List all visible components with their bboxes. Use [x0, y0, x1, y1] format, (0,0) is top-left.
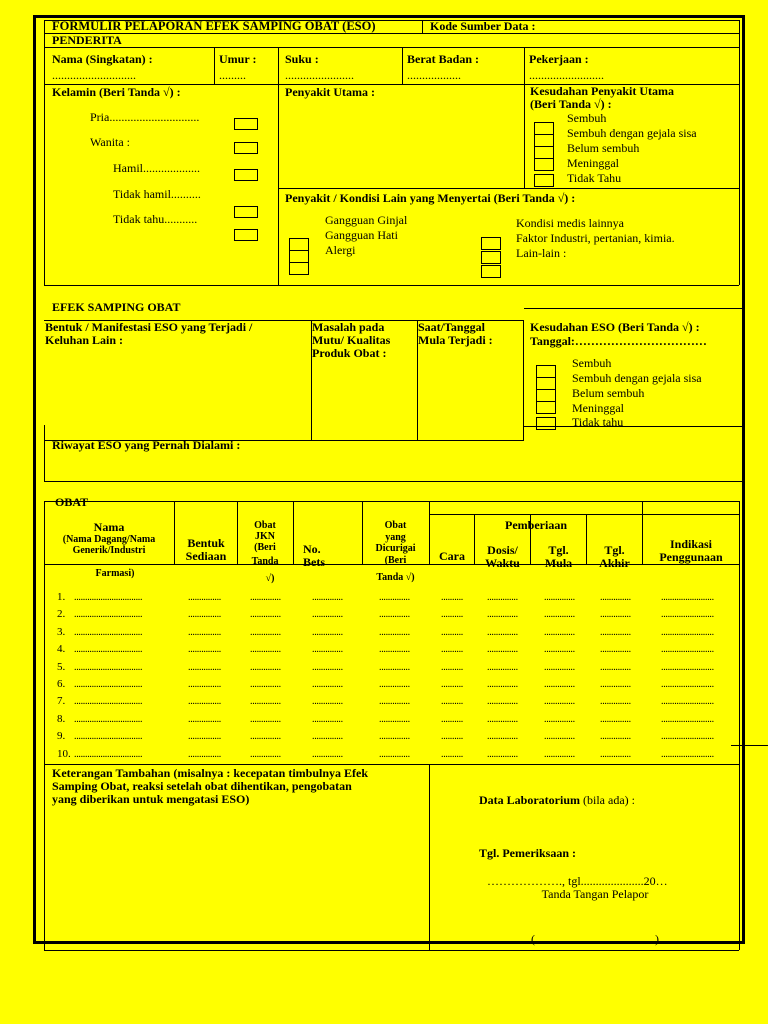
start-date-field[interactable]: ..............	[544, 748, 575, 760]
dose-field[interactable]: ..............	[487, 592, 518, 603]
drug-name-field[interactable]: ...............................	[74, 644, 143, 656]
route-field[interactable]: ..........	[441, 626, 464, 638]
other-condition-item: Kondisi medis lainnya	[516, 216, 624, 230]
jkn-field[interactable]: ..............	[250, 644, 281, 656]
route-field[interactable]: ..........	[441, 592, 464, 603]
lab-data-bold: Data Laboratorium	[479, 793, 580, 807]
row-number: 10.	[57, 747, 71, 760]
end-date-header-2: Akhir	[599, 556, 630, 570]
dose-field[interactable]: ..............	[487, 696, 518, 708]
indication-header-2: Penggunaan	[659, 550, 723, 564]
dose-field[interactable]: ..............	[487, 748, 518, 760]
indication-field[interactable]: ........................	[661, 679, 714, 690]
row-number: 5.	[57, 660, 66, 673]
end-date-header: Tgl.	[604, 543, 625, 557]
jkn-field[interactable]: ..............	[250, 609, 281, 621]
start-date-field[interactable]: ..............	[544, 679, 575, 690]
suspected-header: Obat	[384, 520, 407, 531]
route-field[interactable]: ..........	[441, 731, 464, 743]
other-condition-item: Lain-lain :	[516, 246, 567, 260]
batch-field[interactable]: ..............	[312, 661, 343, 673]
start-date-field[interactable]: ..............	[544, 661, 575, 673]
dose-field[interactable]: ..............	[487, 661, 518, 673]
drug-name-header-2: (Nama Dagang/Nama	[62, 534, 156, 545]
end-date-field[interactable]: ..............	[600, 626, 631, 638]
indication-header: Indikasi	[669, 537, 713, 551]
start-date-header: Tgl.	[548, 543, 569, 557]
batch-field[interactable]: ..............	[312, 696, 343, 708]
route-field[interactable]: ..........	[441, 679, 464, 690]
eso-outcome-option: Sembuh dengan gejala sisa	[572, 371, 702, 385]
start-date-field[interactable]: ..............	[544, 626, 575, 638]
indication-field[interactable]: ........................	[661, 661, 714, 673]
row-number: 3.	[57, 625, 66, 638]
indication-field[interactable]: ........................	[661, 731, 714, 743]
end-date-field[interactable]: ..............	[600, 748, 631, 760]
dosage-form-field[interactable]: ...............	[188, 731, 222, 743]
suspected-header-5: Tanda √)	[376, 572, 415, 583]
drug-name-field[interactable]: ...............................	[74, 661, 143, 673]
eso-outcome-label: Kesudahan ESO (Beri Tanda √) :	[530, 320, 700, 334]
age-field[interactable]: .........	[219, 68, 246, 82]
other-condition-item: Gangguan Ginjal	[325, 213, 408, 227]
eso-outcome-checkbox[interactable]	[536, 417, 556, 430]
weight-label: Berat Badan :	[407, 52, 479, 66]
dose-header-2: Waktu	[485, 556, 520, 570]
batch-header-2: Bets	[303, 555, 325, 569]
end-date-field[interactable]: ..............	[600, 644, 631, 656]
signature-label: Tanda Tangan Pelapor	[541, 887, 649, 901]
indication-field[interactable]: ........................	[661, 713, 714, 725]
drug-name-field[interactable]: ...............................	[74, 731, 143, 743]
recovery-label-2: (Beri Tanda √) :	[530, 97, 612, 111]
onset-date-label: Saat/Tanggal	[418, 320, 485, 334]
female-checkbox[interactable]	[234, 142, 258, 154]
suspected-field[interactable]: ..............	[379, 731, 410, 743]
other-condition-checkbox[interactable]	[289, 262, 309, 275]
notes-label: Keterangan Tambahan (misalnya : kecepatan timbulnya Efek	[52, 766, 369, 780]
dosage-form-field[interactable]: ...............	[188, 644, 222, 656]
quality-label-3: Produk Obat :	[312, 346, 387, 360]
other-condition-item: Alergi	[325, 243, 356, 257]
suspected-field[interactable]: ..............	[379, 748, 410, 760]
recovery-option: Sembuh dengan gejala sisa	[567, 126, 697, 140]
drug-name-field[interactable]: ...............................	[74, 713, 143, 725]
jkn-field[interactable]: ..............	[250, 626, 281, 638]
job-field[interactable]: .........................	[529, 68, 604, 82]
suspected-header-4: (Beri	[384, 555, 407, 566]
drug-name-field[interactable]: ...............................	[74, 748, 143, 760]
ethnic-field[interactable]: .......................	[285, 68, 354, 82]
suspected-field[interactable]: ..............	[379, 661, 410, 673]
quality-label: Masalah pada	[312, 320, 385, 334]
route-field[interactable]: ..........	[441, 609, 464, 621]
jkn-field[interactable]: ..............	[250, 731, 281, 743]
dosage-form-field[interactable]: ...............	[188, 696, 222, 708]
dosage-form-field[interactable]: ...............	[188, 713, 222, 725]
weight-field[interactable]: ..................	[407, 68, 461, 82]
drug-name-header-4: Farmasi)	[95, 568, 135, 579]
not-pregnant-checkbox[interactable]	[234, 206, 258, 218]
dose-field[interactable]: ..............	[487, 679, 518, 690]
main-disease-label: Penyakit Utama :	[285, 85, 375, 99]
unknown-checkbox[interactable]	[234, 229, 258, 241]
administration-header: Pemberiaan	[505, 518, 567, 532]
recovery-label: Kesudahan Penyakit Utama	[530, 84, 675, 98]
notes-label-3: yang diberikan untuk mengatasi ESO)	[52, 792, 250, 806]
end-date-field[interactable]: ..............	[600, 679, 631, 690]
exam-date-label: Tgl. Pemeriksaan :	[479, 846, 576, 860]
row-number: 4.	[57, 643, 66, 656]
jkn-field[interactable]: ..............	[250, 696, 281, 708]
start-date-field[interactable]: ..............	[544, 609, 575, 621]
start-date-header-2: Mula	[544, 556, 573, 570]
jkn-header-3: (Beri	[254, 542, 276, 553]
row-number: 7.	[57, 695, 66, 708]
dosage-form-header-2: Sediaan	[185, 549, 227, 563]
patient-heading: PENDERITA	[52, 33, 122, 47]
indication-field[interactable]: ........................	[661, 592, 714, 603]
dose-header: Dosis/	[487, 543, 518, 557]
suspected-field[interactable]: ..............	[379, 696, 410, 708]
eso-outcome-date[interactable]: Tanggal:……………………………	[530, 334, 707, 348]
quality-label-2: Mutu/ Kualitas	[312, 333, 391, 347]
row-number: 9.	[57, 730, 66, 743]
dosage-form-field[interactable]: ...............	[188, 661, 222, 673]
end-date-field[interactable]: ..............	[600, 731, 631, 743]
jkn-field[interactable]: ..............	[250, 592, 281, 603]
start-date-field[interactable]: ..............	[544, 731, 575, 743]
row-number: 8.	[57, 712, 66, 725]
end-date-field[interactable]: ..............	[600, 696, 631, 708]
batch-field[interactable]: ..............	[312, 609, 343, 621]
suspected-header-2: yang	[385, 532, 406, 543]
suspected-header-3: Dicurigai	[375, 543, 416, 554]
indication-field[interactable]: ........................	[661, 609, 714, 621]
indication-field[interactable]: ........................	[661, 748, 714, 760]
drug-heading: OBAT	[55, 495, 89, 509]
ethnic-label: Suku :	[285, 52, 319, 66]
drug-name-header: Nama	[93, 520, 125, 534]
route-field[interactable]: ..........	[441, 748, 464, 760]
gender-pregnant: Hamil...................	[113, 161, 200, 175]
other-condition-checkbox[interactable]	[481, 265, 501, 278]
suspected-field[interactable]: ..............	[379, 609, 410, 621]
dosage-form-field[interactable]: ...............	[188, 748, 222, 760]
other-condition-item: Gangguan Hati	[325, 228, 398, 242]
dose-field[interactable]: ..............	[487, 713, 518, 725]
drug-name-field[interactable]: ...............................	[74, 592, 143, 603]
indication-field[interactable]: ........................	[661, 626, 714, 638]
dosage-form-field[interactable]: ...............	[188, 609, 222, 621]
source-code-label: Kode Sumber Data :	[430, 19, 536, 33]
end-date-field[interactable]: ..............	[600, 713, 631, 725]
recovery-checkbox[interactable]	[534, 174, 554, 187]
row-number: 2.	[57, 608, 66, 621]
onset-date-label-2: Mula Terjadi :	[418, 333, 493, 347]
manifestation-label: Bentuk / Manifestasi ESO yang Terjadi /	[45, 320, 253, 334]
notes-label-2: Samping Obat, reaksi setelah obat dihentikan, pengobatan	[52, 779, 352, 793]
signature-line[interactable]: (…………………………)	[531, 932, 659, 946]
suspected-field[interactable]: ..............	[379, 679, 410, 690]
dose-field[interactable]: ..............	[487, 644, 518, 656]
eso-outcome-checkbox[interactable]	[536, 401, 556, 414]
start-date-field[interactable]: ..............	[544, 592, 575, 603]
eso-outcome-option: Sembuh	[572, 356, 612, 370]
suspected-field[interactable]: ..............	[379, 644, 410, 656]
drug-name-field[interactable]: ...............................	[74, 609, 143, 621]
batch-field[interactable]: ..............	[312, 748, 343, 760]
route-field[interactable]: ..........	[441, 661, 464, 673]
dosage-form-header: Bentuk	[187, 536, 225, 550]
pregnant-checkbox[interactable]	[234, 169, 258, 181]
other-condition-item: Faktor Industri, pertanian, kimia.	[516, 231, 675, 245]
suspected-field[interactable]: ..............	[379, 626, 410, 638]
end-date-field[interactable]: ..............	[600, 592, 631, 603]
drug-name-header-3: Generik/Industri	[72, 545, 146, 556]
start-date-field[interactable]: ..............	[544, 696, 575, 708]
jkn-field[interactable]: ..............	[250, 748, 281, 760]
route-field[interactable]: ..........	[441, 644, 464, 656]
batch-field[interactable]: ..............	[312, 731, 343, 743]
end-date-field[interactable]: ..............	[600, 661, 631, 673]
male-checkbox[interactable]	[234, 118, 258, 130]
other-condition-checkbox[interactable]	[481, 251, 501, 264]
recovery-checkbox[interactable]	[534, 158, 554, 171]
gender-female: Wanita :	[90, 135, 131, 149]
lab-data-label	[479, 794, 635, 807]
dose-field[interactable]: ..............	[487, 731, 518, 743]
age-label: Umur :	[219, 52, 257, 66]
name-label: Nama (Singkatan) :	[52, 52, 153, 66]
start-date-field[interactable]: ..............	[544, 644, 575, 656]
jkn-header: Obat	[254, 520, 276, 531]
batch-field[interactable]: ..............	[312, 713, 343, 725]
route-field[interactable]: ..........	[441, 696, 464, 708]
suspected-field[interactable]: ..............	[379, 713, 410, 725]
jkn-field[interactable]: ..............	[250, 679, 281, 690]
route-header: Cara	[439, 549, 465, 563]
eso-outcome-option: Belum sembuh	[572, 386, 645, 400]
drug-name-field[interactable]: ...............................	[74, 626, 143, 638]
jkn-field[interactable]: ..............	[250, 713, 281, 725]
gender-not-pregnant: Tidak hamil..........	[113, 187, 201, 201]
batch-field[interactable]: ..............	[312, 644, 343, 656]
batch-header: No.	[303, 542, 321, 556]
place-date-field[interactable]: ………………., tgl.....................20…	[487, 874, 668, 888]
other-condition-label: Penyakit / Kondisi Lain yang Menyertai (Beri Tanda √) :	[285, 191, 576, 205]
lab-data-note: (bila ada) :	[583, 793, 635, 807]
gender-male: Pria..............................	[90, 110, 200, 124]
recovery-option: Belum sembuh	[567, 141, 640, 155]
jkn-header-2: JKN	[255, 531, 275, 542]
eso-history-label: Riwayat ESO yang Pernah Dialami :	[52, 438, 241, 452]
recovery-option: Sembuh	[567, 111, 607, 125]
other-condition-checkbox[interactable]	[481, 237, 501, 250]
indication-field[interactable]: ........................	[661, 696, 714, 708]
dose-field[interactable]: ..............	[487, 609, 518, 621]
eso-outcome-option: Meninggal	[572, 401, 624, 415]
jkn-header-4: Tanda	[251, 556, 279, 567]
dosage-form-field[interactable]: ...............	[188, 592, 222, 603]
suspected-field[interactable]: ..............	[379, 592, 410, 603]
dosage-form-field[interactable]: ...............	[188, 679, 222, 690]
drug-name-field[interactable]: ...............................	[74, 696, 143, 708]
row-number: 6.	[57, 678, 66, 690]
gender-label: Kelamin (Beri Tanda √) :	[52, 85, 181, 99]
dose-field[interactable]: ..............	[487, 626, 518, 638]
jkn-header-5: √)	[265, 573, 275, 584]
job-label: Pekerjaan :	[529, 52, 589, 66]
name-field[interactable]: ............................	[52, 68, 136, 82]
end-date-field[interactable]: ..............	[600, 609, 631, 621]
dosage-form-field[interactable]: ...............	[188, 626, 222, 638]
form-title: FORMULIR PELAPORAN EFEK SAMPING OBAT (ESO)	[52, 19, 376, 33]
manifestation-label-2: Keluhan Lain :	[45, 333, 124, 347]
row-number: 1.	[57, 591, 66, 603]
drug-name-field[interactable]: ...............................	[74, 679, 143, 690]
jkn-field[interactable]: ..............	[250, 661, 281, 673]
recovery-option: Meninggal	[567, 156, 619, 170]
eso-outcome-option: Tidak tahu	[572, 415, 624, 429]
batch-field[interactable]: ..............	[312, 626, 343, 638]
eso-heading: EFEK SAMPING OBAT	[52, 300, 181, 314]
start-date-field[interactable]: ..............	[544, 713, 575, 725]
batch-field[interactable]: ..............	[312, 592, 343, 603]
indication-field[interactable]: ........................	[661, 644, 714, 656]
gender-unknown: Tidak tahu...........	[113, 212, 198, 226]
recovery-option: Tidak Tahu	[567, 171, 622, 185]
batch-field[interactable]: ..............	[312, 679, 343, 690]
route-field[interactable]: ..........	[441, 713, 464, 725]
